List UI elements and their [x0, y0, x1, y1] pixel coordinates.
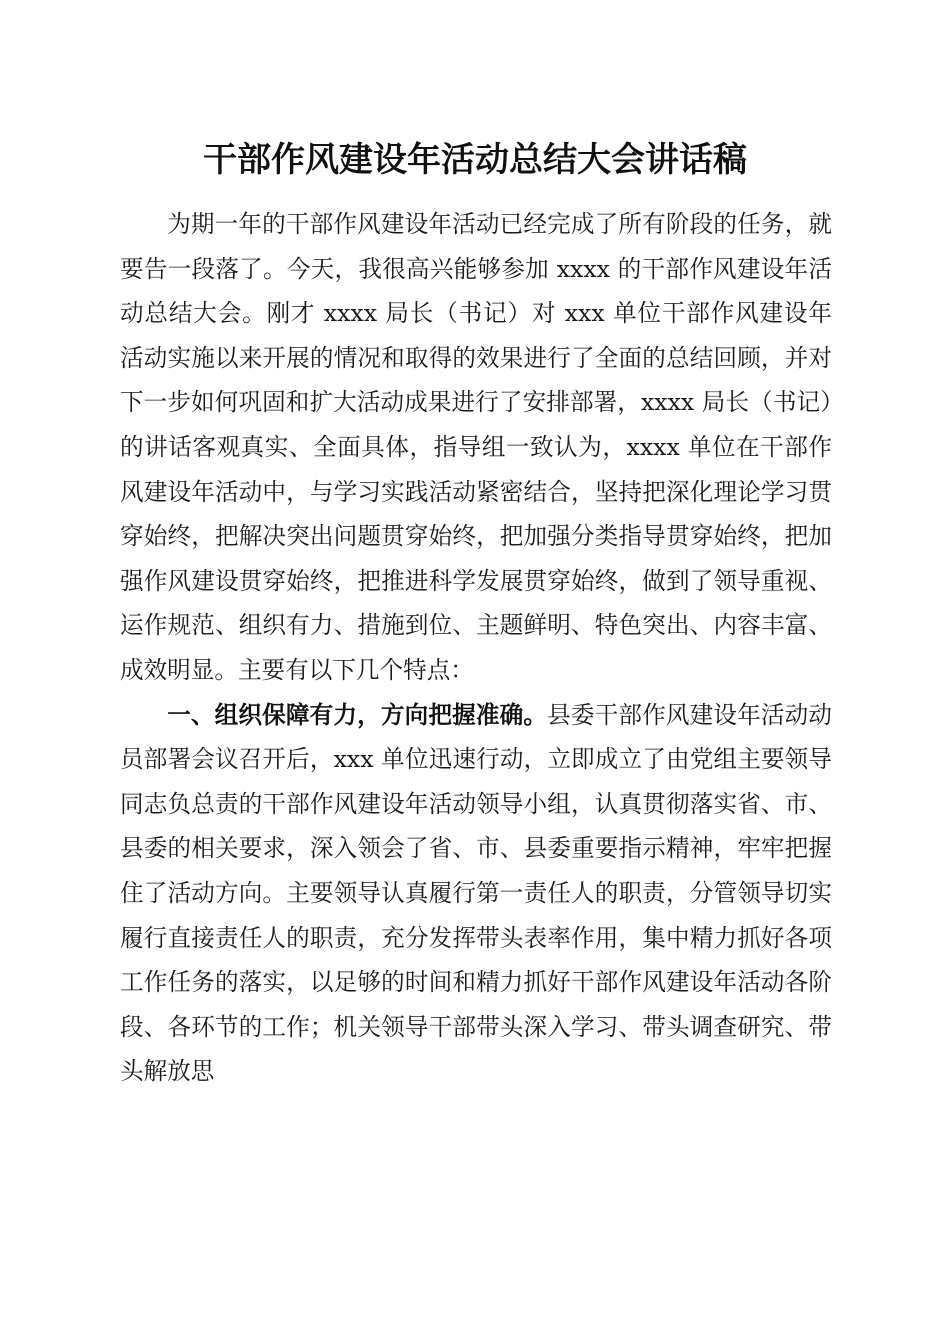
- paragraph-intro: [120, 202, 832, 693]
- paragraph-section-one: [120, 693, 832, 1094]
- section-one-heading: 一、组织保障有力，方向把握准确。: [167, 700, 548, 729]
- document-body: [120, 202, 832, 1094]
- paragraph-intro-text: 为期一年的干部作风建设年活动已经完成了所有阶段的任务，就要告一段落了。今天，我很高兴能够参加 xxxx 的干部作风建设年活动总结大会。刚才 xxxx 局长（书记）对 xxx 单位干部作风建设年活动实施以来开展的情况和取得的效果进行了全面的总结回顾，并对下一步如何巩固和扩大活动成果进行了安排部署，xxxx 局长（书记）的讲话客观真实、全面具体，指导组一致认为，xxxx 单位在干部作风建设年活动中，与学习实践活动紧密结合，坚持把深化理论学习贯穿始终，把解决突出问题贯穿始终，把加强分类指导贯穿始终，把加强作风建设贯穿始终，把推进科学发展贯穿始终，做到了领导重视、运作规范、组织有力、措施到位、主题鲜明、特色突出、内容丰富、成效明显。主要有以下几个特点：: [120, 210, 832, 684]
- section-one-text: 县委干部作风建设年活动动员部署会议召开后，xxx 单位迅速行动，立即成立了由党组主要领导同志负总责的干部作风建设年活动领导小组，认真贯彻落实省、市、县委的相关要求，深入领会了省、市、县委重要指示精神，牢牢把握住了活动方向。主要领导认真履行第一责任人的职责，分管领导切实履行直接责任人的职责，充分发挥带头表率作用，集中精力抓好各项工作任务的落实，以足够的时间和精力抓好干部作风建设年活动各阶段、各环节的工作；机关领导干部带头深入学习、带头调查研究、带头解放思: [120, 700, 833, 1086]
- document-title: 干部作风建设年活动总结大会讲话稿: [203, 140, 747, 180]
